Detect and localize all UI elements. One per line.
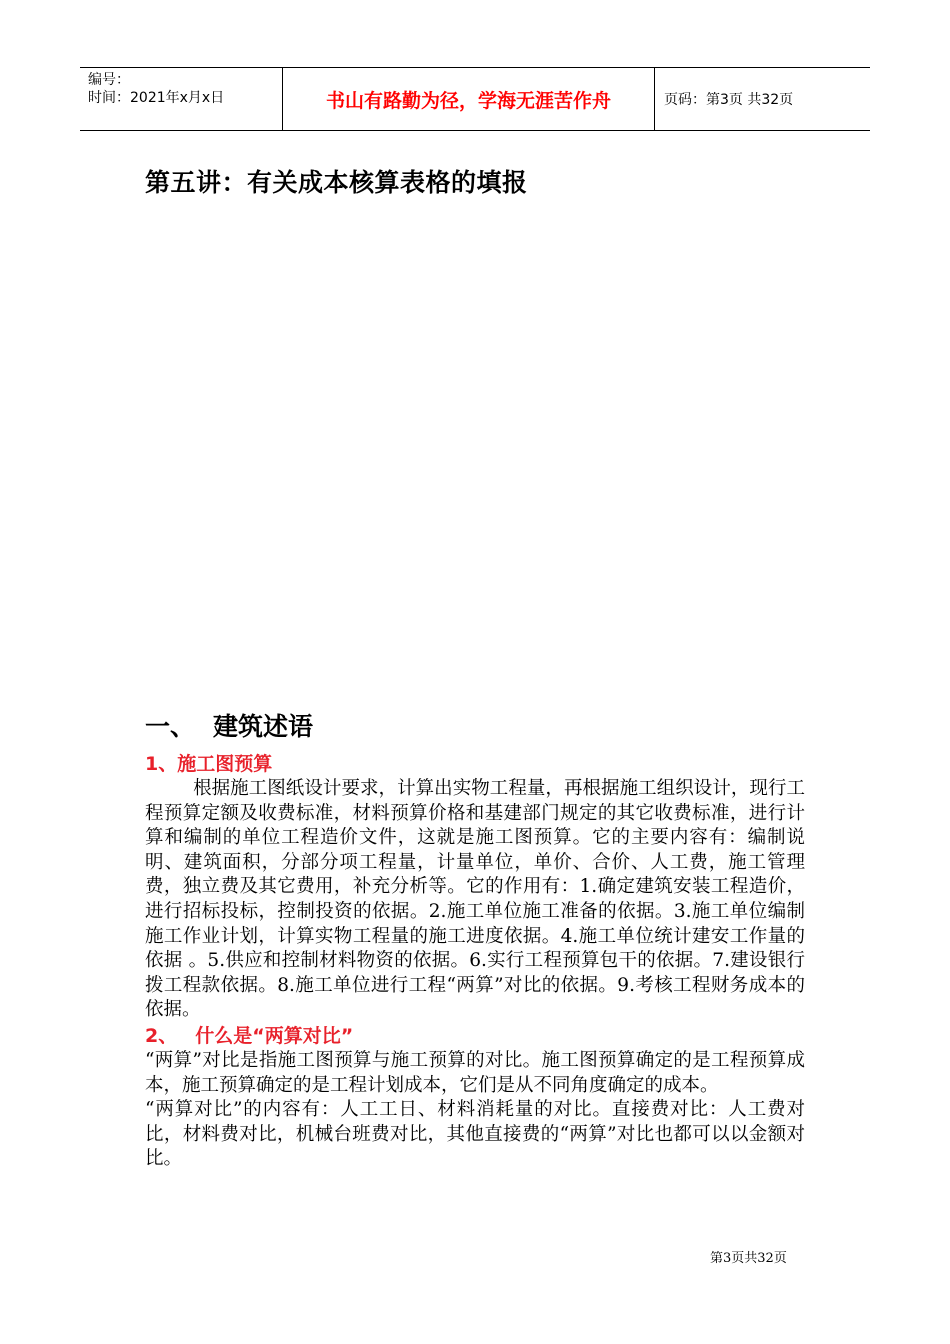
subheading-number: 2、 — [145, 1024, 178, 1047]
section-number: 一、 — [145, 712, 196, 741]
paragraph-two-budget-content: “两算对比”的内容有：人工工日、材料消耗量的对比。直接费对比：人工费对比，材料费对比，机械台班费对比，其他直接费的“两算”对比也都可以以金额对比。 — [145, 1099, 805, 1170]
header-motto: 书山有路勤为径，学海无涯苦作舟 — [282, 68, 655, 130]
subheading-text: 什么是“两算对比” — [195, 1024, 354, 1047]
document-body — [145, 751, 805, 1172]
paragraph-construction-drawing-budget: 根据施工图纸设计要求，计算出实物工程量，再根据施工组织设计，现行工程预算定额及收费标准，材料预算价格和基建部门规定的其它收费标准，进行计算和编制的单位工程造价文件，这就是施工图预算。它的主要内容有：编制说明、建筑面积，分部分项工程量，计量单位，单价、合价、人工费，施工管理费，独立费及其它费用，补充分析等。它的作用有：1.确定建筑安装工程造价，进行招标投标，控制投资的依据。2.施工单位施工准备的依据。3.施工单位编制施工作业计划，计算实物工程量的施工进度依据。4.施工单位统计建安工作量的依据 。5.供应和控制材料物资的依据。6.实行工程预算包干的依据。7.建设银行拨工程款依据。8.施工单位进行工程“两算”对比的依据。9.考核工程财务成本的依据。 — [145, 778, 805, 1021]
page-header — [80, 67, 870, 131]
lecture-title: 第五讲：有关成本核算表格的填报 — [145, 168, 528, 197]
subheading-construction-drawing-budget: 1、施工图预算 — [145, 753, 273, 775]
document-time-label: 时间：2021年x月x日 — [88, 90, 225, 106]
page-footer: 第3页共32页 — [710, 1251, 787, 1266]
header-meta — [80, 68, 282, 130]
section-title: 建筑述语 — [213, 712, 314, 741]
paragraph-two-budget-definition: “两算”对比是指施工图预算与施工预算的对比。施工图预算确定的是工程预算成本，施工预算确定的是工程计划成本，它们是从不同角度确定的成本。 — [145, 1049, 805, 1096]
document-number-label: 编号： — [88, 72, 130, 88]
subheading-two-budget-comparison — [145, 1023, 805, 1049]
section-heading — [145, 707, 313, 743]
header-page-label: 页码：第3页 共32页 — [664, 92, 794, 108]
